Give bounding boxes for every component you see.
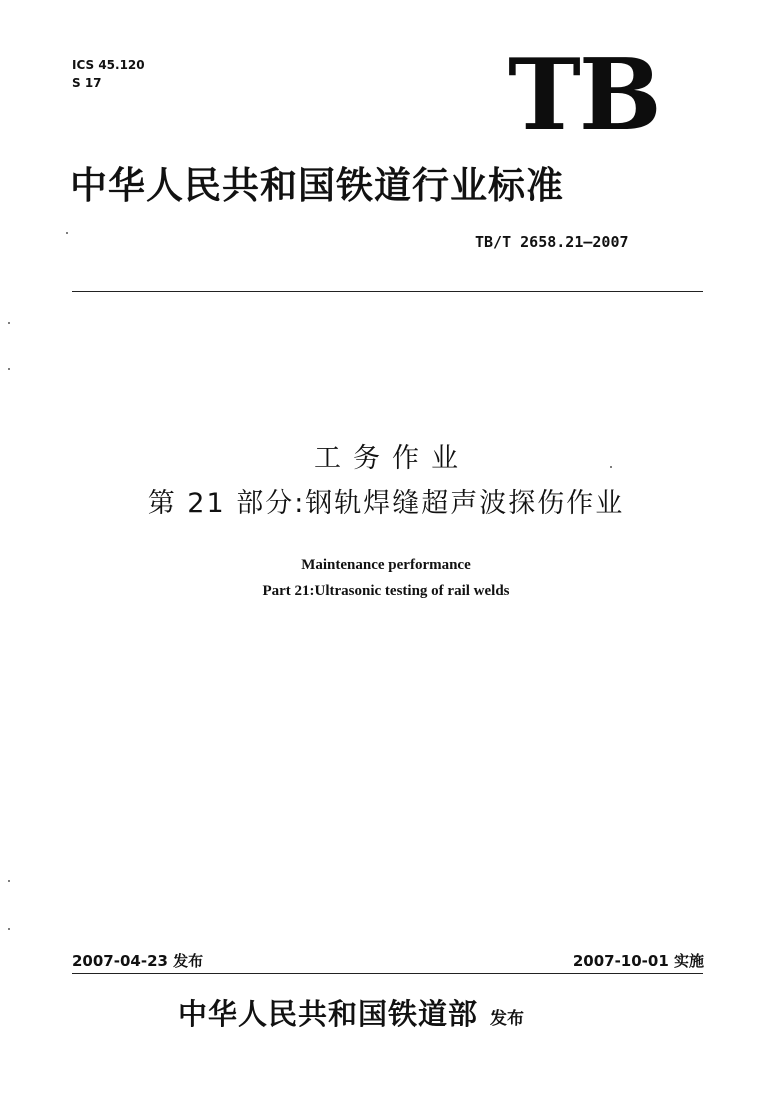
header-divider <box>72 291 703 292</box>
standard-heading: 中华人民共和国铁道行业标准 <box>70 164 564 207</box>
title-en-line1: Maintenance performance <box>301 557 471 573</box>
ccs-code: S 17 <box>72 76 102 90</box>
issuer-action: 发布 <box>490 1009 525 1029</box>
scan-speck <box>8 322 10 324</box>
scan-speck <box>8 928 10 930</box>
scan-speck <box>66 232 68 234</box>
issue-date: 2007-04-23 发布 <box>72 952 204 970</box>
scan-speck <box>8 368 10 370</box>
implementation-date: 2007-10-01 实施 <box>572 952 704 970</box>
standard-number: TB/T 2658.21—2007 <box>475 233 629 251</box>
classification-codes <box>72 56 145 92</box>
footer-divider <box>72 973 703 974</box>
issuer-name: 中华人民共和国铁道部 <box>178 997 479 1031</box>
title-en-line2: Part 21:Ultrasonic testing of rail welds <box>262 583 510 599</box>
tb-logo: TB <box>508 38 660 153</box>
title-cn-line2: 第 21 部分:钢轨焊缝超声波探伤作业 <box>147 488 625 519</box>
issuer <box>178 994 524 1039</box>
ics-code: ICS 45.120 <box>72 58 145 72</box>
title-cn-line1: 工务作业 <box>314 443 470 474</box>
scan-speck <box>8 880 10 882</box>
scan-speck <box>610 466 612 468</box>
